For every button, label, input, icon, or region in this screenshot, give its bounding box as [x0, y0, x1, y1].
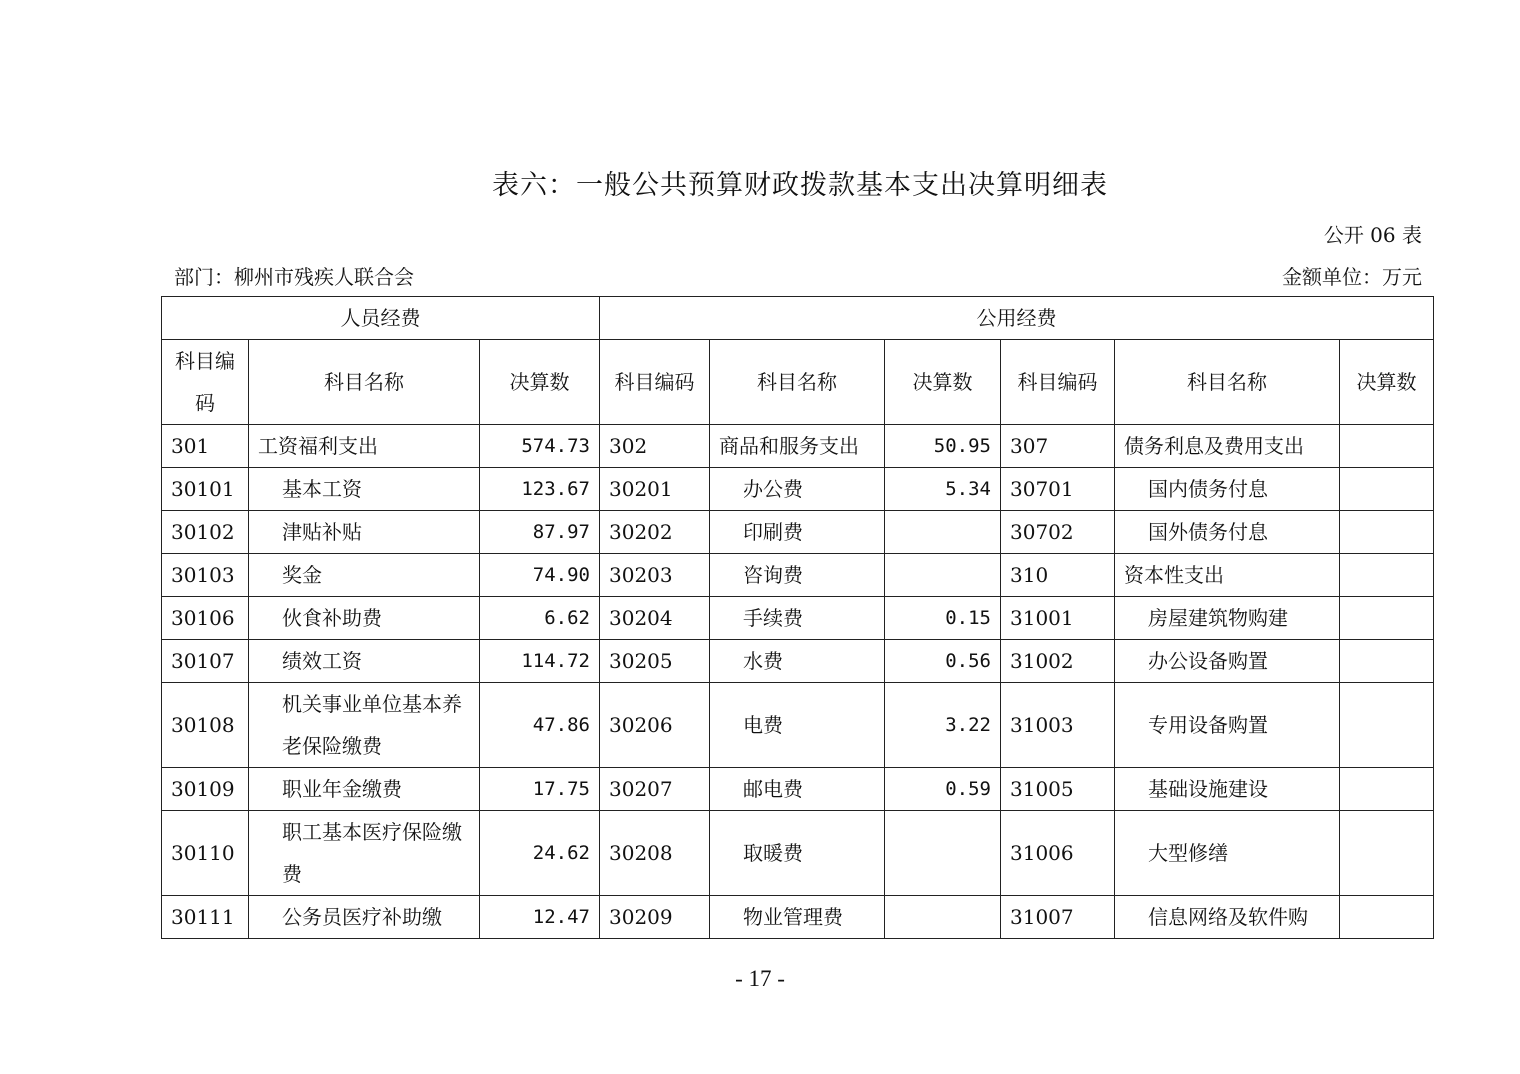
code-cell: 302	[600, 425, 710, 468]
amount-cell	[1340, 468, 1434, 511]
amount-cell: 5.34	[885, 468, 1001, 511]
amount-cell: 114.72	[480, 640, 600, 683]
code-cell: 30108	[162, 683, 249, 768]
name-cell: 物业管理费	[710, 896, 885, 939]
code-cell: 30201	[600, 468, 710, 511]
name-cell: 信息网络及软件购	[1115, 896, 1340, 939]
amount-cell: 0.56	[885, 640, 1001, 683]
header-name-3: 科目名称	[1115, 340, 1340, 425]
amount-cell	[1340, 425, 1434, 468]
name-cell: 印刷费	[710, 511, 885, 554]
code-cell: 31006	[1001, 811, 1115, 896]
column-header-row	[162, 340, 1434, 425]
header-code-1: 科目编码	[162, 340, 249, 425]
name-cell: 大型修缮	[1115, 811, 1340, 896]
code-cell: 301	[162, 425, 249, 468]
amount-cell	[885, 554, 1001, 597]
code-cell: 30111	[162, 896, 249, 939]
budget-detail-table	[161, 296, 1434, 939]
code-cell: 30205	[600, 640, 710, 683]
code-cell: 30202	[600, 511, 710, 554]
table-row	[162, 896, 1434, 939]
name-cell: 津贴补贴	[249, 511, 480, 554]
amount-cell: 574.73	[480, 425, 600, 468]
amount-cell: 123.67	[480, 468, 600, 511]
name-cell: 办公设备购置	[1115, 640, 1340, 683]
name-cell: 绩效工资	[249, 640, 480, 683]
page-number: - 17 -	[735, 966, 785, 991]
code-cell: 31003	[1001, 683, 1115, 768]
amount-cell: 50.95	[885, 425, 1001, 468]
name-cell: 手续费	[710, 597, 885, 640]
name-cell: 资本性支出	[1115, 554, 1340, 597]
table-row	[162, 640, 1434, 683]
amount-cell: 47.86	[480, 683, 600, 768]
amount-cell	[1340, 683, 1434, 768]
code-cell: 307	[1001, 425, 1115, 468]
header-name-2: 科目名称	[710, 340, 885, 425]
name-cell: 邮电费	[710, 768, 885, 811]
table-row	[162, 683, 1434, 768]
name-cell: 基本工资	[249, 468, 480, 511]
header-amount-2: 决算数	[885, 340, 1001, 425]
name-cell: 房屋建筑物购建	[1115, 597, 1340, 640]
name-cell: 咨询费	[710, 554, 885, 597]
name-cell: 职业年金缴费	[249, 768, 480, 811]
table-row	[162, 597, 1434, 640]
code-cell: 30701	[1001, 468, 1115, 511]
amount-cell	[885, 511, 1001, 554]
code-cell: 30208	[600, 811, 710, 896]
amount-cell	[885, 811, 1001, 896]
table-row	[162, 468, 1434, 511]
table-row	[162, 768, 1434, 811]
code-cell: 30110	[162, 811, 249, 896]
amount-cell: 6.62	[480, 597, 600, 640]
amount-cell	[1340, 811, 1434, 896]
code-cell: 30109	[162, 768, 249, 811]
code-cell: 30203	[600, 554, 710, 597]
form-number: 公开 06 表	[1323, 223, 1422, 247]
name-cell: 取暖费	[710, 811, 885, 896]
name-cell: 国外债务付息	[1115, 511, 1340, 554]
code-cell: 310	[1001, 554, 1115, 597]
header-amount-3: 决算数	[1340, 340, 1434, 425]
amount-cell	[1340, 511, 1434, 554]
name-cell: 奖金	[249, 554, 480, 597]
code-cell: 30209	[600, 896, 710, 939]
table-row	[162, 554, 1434, 597]
group-public: 公用经费	[600, 297, 1434, 340]
group-header-row	[162, 297, 1434, 340]
amount-cell: 12.47	[480, 896, 600, 939]
amount-unit-label: 金额单位：万元	[1282, 265, 1422, 289]
code-cell: 30702	[1001, 511, 1115, 554]
name-cell: 机关事业单位基本养老保险缴费	[249, 683, 480, 768]
amount-cell	[1340, 597, 1434, 640]
name-cell: 伙食补助费	[249, 597, 480, 640]
name-cell: 职工基本医疗保险缴费	[249, 811, 480, 896]
name-cell: 债务利息及费用支出	[1115, 425, 1340, 468]
code-cell: 30103	[162, 554, 249, 597]
code-cell: 30102	[162, 511, 249, 554]
amount-cell: 87.97	[480, 511, 600, 554]
code-cell: 30206	[600, 683, 710, 768]
amount-cell	[1340, 554, 1434, 597]
amount-cell: 24.62	[480, 811, 600, 896]
code-cell: 30204	[600, 597, 710, 640]
code-cell: 31002	[1001, 640, 1115, 683]
amount-cell	[885, 896, 1001, 939]
table-row	[162, 511, 1434, 554]
table-row	[162, 425, 1434, 468]
amount-cell: 3.22	[885, 683, 1001, 768]
amount-cell: 74.90	[480, 554, 600, 597]
header-amount-1: 决算数	[480, 340, 600, 425]
group-personnel: 人员经费	[162, 297, 600, 340]
department-label: 部门：柳州市残疾人联合会	[174, 265, 414, 289]
name-cell: 水费	[710, 640, 885, 683]
code-cell: 30106	[162, 597, 249, 640]
amount-cell: 17.75	[480, 768, 600, 811]
code-cell: 30207	[600, 768, 710, 811]
amount-cell: 0.59	[885, 768, 1001, 811]
name-cell: 公务员医疗补助缴	[249, 896, 480, 939]
header-code-3: 科目编码	[1001, 340, 1115, 425]
table-row	[162, 811, 1434, 896]
code-cell: 30101	[162, 468, 249, 511]
amount-cell	[1340, 640, 1434, 683]
name-cell: 办公费	[710, 468, 885, 511]
amount-cell	[1340, 896, 1434, 939]
table-title: 表六：一般公共预算财政拨款基本支出决算明细表	[492, 170, 1108, 201]
header-name-1: 科目名称	[249, 340, 480, 425]
name-cell: 国内债务付息	[1115, 468, 1340, 511]
name-cell: 基础设施建设	[1115, 768, 1340, 811]
name-cell: 电费	[710, 683, 885, 768]
header-code-2: 科目编码	[600, 340, 710, 425]
amount-cell	[1340, 768, 1434, 811]
amount-cell: 0.15	[885, 597, 1001, 640]
code-cell: 31007	[1001, 896, 1115, 939]
name-cell: 商品和服务支出	[710, 425, 885, 468]
name-cell: 专用设备购置	[1115, 683, 1340, 768]
code-cell: 31001	[1001, 597, 1115, 640]
code-cell: 31005	[1001, 768, 1115, 811]
name-cell: 工资福利支出	[249, 425, 480, 468]
code-cell: 30107	[162, 640, 249, 683]
